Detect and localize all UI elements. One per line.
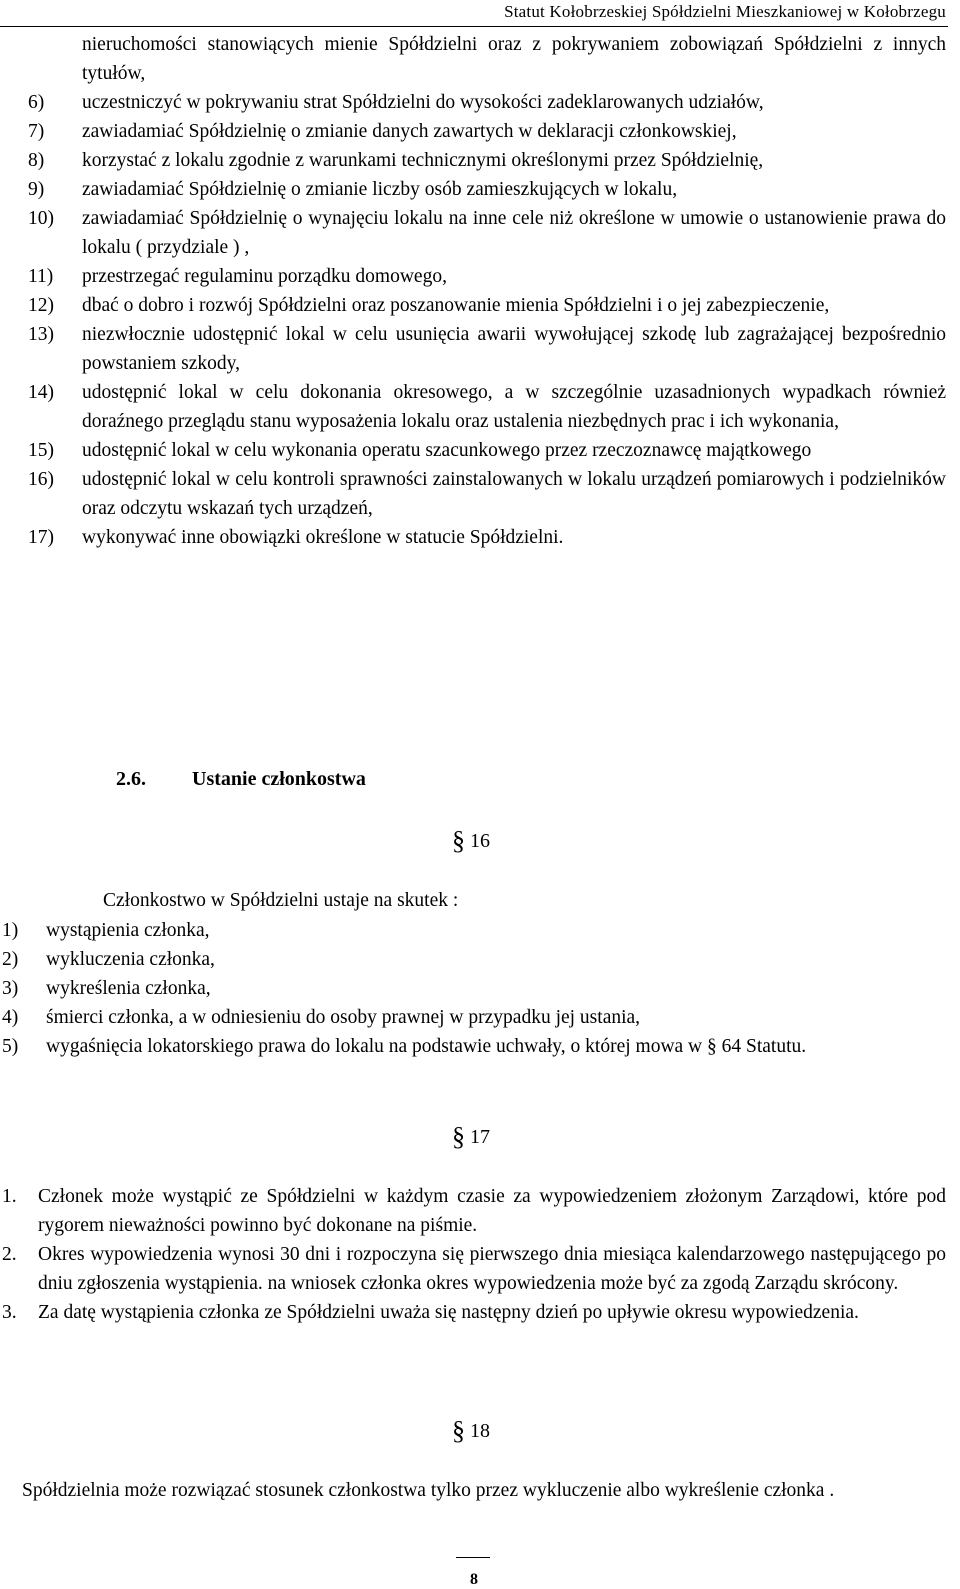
duty-text: udostępnić lokal w celu dokonania okresowego, a w szczególnie uzasadnionych wypadkach również doraźnego przeglądu stanu wyposażenia lokalu oraz ustalenia niezbędnych prac i ich wykonania, (82, 382, 946, 432)
list-text: wygaśnięcia lokatorskiego prawa do lokalu na podstawie uchwały, o której mowa w § 64 Statutu. (46, 1036, 807, 1057)
duty-text: udostępnić lokal w celu wykonania operatu szacunkowego przez rzeczoznawcę majątkowego (82, 440, 812, 461)
duty-number: 16) (28, 469, 54, 490)
duty-item (0, 465, 946, 523)
list-number: 3) (2, 978, 19, 999)
duty-number: 10) (28, 208, 54, 229)
duty-number: 14) (28, 382, 54, 403)
duty-number: 15) (28, 440, 54, 461)
list-item (0, 974, 946, 1003)
list-item (0, 1003, 946, 1032)
list-number: 1. (2, 1186, 17, 1207)
duty-item (0, 262, 946, 291)
duty-continuation-text: nieruchomości stanowiących mienie Spółdzielni oraz z pokrywaniem zobowiązań Spółdzielni z innych tytułów, (82, 34, 946, 84)
paragraph-17-list (0, 1182, 946, 1327)
duty-number: 6) (28, 92, 45, 113)
list-text: Członek może wystąpić ze Spółdzielni w każdym czasie za wypowiedzeniem złożonym Zarządowi, które pod rygorem nieważności powinno być dokonane na piśmie. (38, 1186, 946, 1236)
duty-item (0, 378, 946, 436)
paragraph-number: 17 (470, 1126, 490, 1148)
duty-item (0, 436, 946, 465)
paragraph-17-heading (452, 1122, 490, 1152)
list-item (0, 945, 946, 974)
section-sign-icon: § (452, 1416, 465, 1445)
duty-number: 11) (28, 266, 54, 287)
duty-text: udostępnić lokal w celu kontroli sprawności zainstalowanych w lokalu urządzeń pomiarowych i podzielników oraz odczytu wskazań tych urządzeń, (82, 469, 946, 519)
list-number: 2. (2, 1244, 17, 1265)
list-item (0, 1240, 946, 1298)
section-sign-icon: § (452, 826, 465, 855)
duty-text: zawiadamiać Spółdzielnię o zmianie danych zawartych w deklaracji członkowskiej, (82, 121, 737, 142)
page-number: 8 (470, 1571, 478, 1588)
duty-text: wykonywać inne obowiązki określone w statucie Spółdzielni. (82, 527, 564, 548)
paragraph-16-heading (452, 826, 490, 856)
paragraph-16-intro: Członkostwo w Spółdzielni ustaje na skutek : (103, 890, 459, 911)
duty-item (0, 291, 946, 320)
duty-continuation (0, 30, 946, 88)
duty-text: niezwłocznie udostępnić lokal w celu usunięcia awarii wywołującej szkodę lub zagrażającej bezpośrednio powstaniem szkody, (82, 324, 946, 374)
list-text: Okres wypowiedzenia wynosi 30 dni i rozpoczyna się pierwszego dnia miesiąca kalendarzowego następującego po dniu zgłoszenia wystąpienia. na wniosek członka okres wypowiedzenia może być za zgodą Zarządu skrócony. (38, 1244, 946, 1294)
duty-number: 17) (28, 527, 54, 548)
duties-list (0, 30, 946, 552)
duty-item (0, 204, 946, 262)
footer-rule (456, 1557, 490, 1558)
list-number: 2) (2, 949, 19, 970)
paragraph-18-text: Spółdzielnia może rozwiązać stosunek członkostwa tylko przez wykluczenie albo wykreślenie członka . (22, 1480, 835, 1501)
duty-item (0, 320, 946, 378)
duty-text: korzystać z lokalu zgodnie z warunkami technicznymi określonymi przez Spółdzielnię, (82, 150, 764, 171)
running-header: Statut Kołobrzeskiej Spółdzielni Mieszkaniowej w Kołobrzegu (504, 2, 946, 21)
list-number: 3. (2, 1302, 17, 1323)
section-number: 2.6. (116, 768, 146, 790)
list-text: wystąpienia członka, (46, 920, 210, 941)
list-number: 1) (2, 920, 19, 941)
list-text: śmierci członka, a w odniesieniu do osoby prawnej w przypadku jej ustania, (46, 1007, 641, 1028)
list-item (0, 1182, 946, 1240)
section-heading (116, 768, 366, 791)
list-item (0, 1032, 946, 1061)
duty-item (0, 523, 946, 552)
list-text: wykreślenia członka, (46, 978, 211, 999)
paragraph-18-heading (452, 1416, 490, 1446)
paragraph-16-list (0, 916, 946, 1061)
duty-number: 9) (28, 179, 45, 200)
duty-number: 12) (28, 295, 54, 316)
list-number: 4) (2, 1007, 19, 1028)
duty-item (0, 117, 946, 146)
duty-text: zawiadamiać Spółdzielnię o zmianie liczby osób zamieszkujących w lokalu, (82, 179, 678, 200)
duty-item (0, 88, 946, 117)
section-sign-icon: § (452, 1122, 465, 1151)
list-item (0, 1298, 946, 1327)
duty-item (0, 175, 946, 204)
list-text: wykluczenia członka, (46, 949, 215, 970)
duty-text: dbać o dobro i rozwój Spółdzielni oraz poszanowanie mienia Spółdzielni i o jej zabezpieczenie, (82, 295, 830, 316)
list-item (0, 916, 946, 945)
paragraph-number: 18 (470, 1420, 490, 1442)
duty-text: przestrzegać regulaminu porządku domowego, (82, 266, 447, 287)
duty-number: 8) (28, 150, 45, 171)
header-rule (0, 26, 948, 27)
duty-number: 13) (28, 324, 54, 345)
duty-item (0, 146, 946, 175)
duty-text: uczestniczyć w pokrywaniu strat Spółdzielni do wysokości zadeklarowanych udziałów, (82, 92, 764, 113)
duty-text: zawiadamiać Spółdzielnię o wynajęciu lokalu na inne cele niż określone w umowie o ustanowienie prawa do lokalu ( przydziale ) , (82, 208, 946, 258)
paragraph-number: 16 (470, 830, 490, 852)
list-number: 5) (2, 1036, 19, 1057)
duty-number: 7) (28, 121, 45, 142)
section-title: Ustanie członkostwa (192, 768, 366, 790)
list-text: Za datę wystąpienia członka ze Spółdzielni uważa się następny dzień po upływie okresu wypowiedzenia. (38, 1302, 859, 1323)
